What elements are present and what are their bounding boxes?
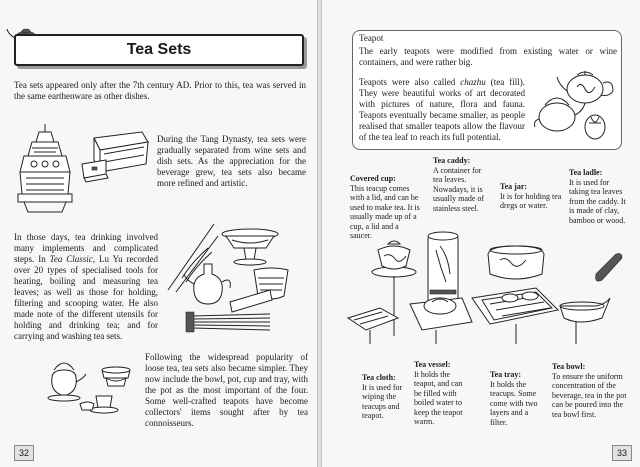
tea-caddy-label — [433, 156, 489, 213]
tea-ladle-title: Tea ladle: — [569, 168, 603, 177]
tang-dynasty-paragraph: During the Tang Dynasty, tea sets were gradually separated from wine sets and dish sets. As the appreciation for the beverage grew, tea sets also became more refined and artistic. — [157, 134, 306, 188]
tang-tea-implements-illustration — [162, 218, 310, 352]
tea-cloth-text: It is used for wiping the teacups and teapot. — [362, 382, 403, 420]
lu-yu-paragraph — [14, 232, 158, 342]
tang-pagoda-container-illustration — [14, 122, 76, 214]
tea-vessel-text: It holds the teapot, and can be filled with boiled water to keep the teapot warm. — [414, 369, 463, 426]
page-number-right: 33 — [612, 445, 632, 461]
tea-jar-title: Tea jar: — [500, 182, 528, 191]
tea-jar-label — [500, 182, 562, 211]
simple-tea-set-illustration — [46, 356, 138, 422]
tea-bowl-title: Tea bowl: — [552, 362, 586, 371]
book-title: Tea Classic — [49, 254, 93, 264]
tea-chest-illustration — [80, 128, 150, 184]
page-number-left: 32 — [14, 445, 34, 461]
tea-cloth-title: Tea cloth: — [362, 373, 396, 382]
intro-paragraph: Tea sets appeared only after the 7th century AD. Prior to this, tea was served in the same earthenware as other dishes. — [14, 80, 306, 101]
tea-caddy-title: Tea caddy: — [433, 156, 471, 165]
title-banner — [14, 34, 304, 66]
lu-yu-text-b: , Lu Yu recorded over 20 types of specialised tools for heating, boiling and measuring tea leaves; as well as those for holding, filtering and scooping water. He also made note of the different utensils for holding and drinking tea; and for carrying and washing tea sets. — [14, 254, 158, 341]
tea-jar-text: It is for holding tea dregs or water. — [500, 191, 562, 210]
teapot-paragraph-1: The early teapots were modified from existing water or wine containers, and were rather big. — [359, 46, 617, 67]
covered-cup-text: This teacup comes with a lid, and can be used to make tea. It is usually made up of a cup, a lid and a saucer. — [350, 183, 420, 240]
tea-cloth-label — [362, 373, 408, 421]
left-page — [0, 0, 317, 467]
loose-tea-paragraph: Following the widespread popularity of loose tea, tea sets also became simpler. They now include the bowl, pot, cup and tray, with the pot as the most important of the four. Some well-crafted teapots have become collectors' items sought after by tea connoisseurs. — [145, 352, 308, 428]
teapot-info-box — [352, 30, 622, 150]
teapot-paragraph-2 — [359, 77, 525, 143]
page-title: Tea Sets — [126, 41, 192, 58]
tea-caddy-text: A container for tea leaves. Nowadays, it is usually made of stainless steel. — [433, 165, 485, 213]
lu-yu-text-a: In those days, tea drinking involved many implements and complicated steps. In — [14, 232, 158, 264]
tea-tray-label — [490, 370, 546, 427]
decorated-teapots-illustration — [529, 61, 617, 145]
teapot-p2-text-b: (tea fill). They were beautiful works of art decorated with pictures of nature, flora and fauna. Teapots eventually became smaller, as people realised that smaller teapots allow the flavour of the tea leaf to reach its full potential. — [359, 77, 525, 142]
tea-bowl-text: To ensure the uniform concentration of the beverage, tea in the pot can be poured into the tea bowl first. — [552, 371, 627, 419]
tea-set-composition-illustration — [340, 226, 630, 346]
tea-ladle-label — [569, 168, 629, 225]
teapot-p2-text-a: Teapots were also called — [359, 77, 461, 87]
covered-cup-title: Covered cup: — [350, 174, 396, 183]
tea-vessel-label — [414, 360, 466, 427]
chazhu-term: chazhu — [460, 77, 486, 87]
tea-tray-text: It holds the teacups. Some come with two layers and a filter. — [490, 379, 538, 427]
tea-tray-title: Tea tray: — [490, 370, 522, 379]
tea-bowl-label — [552, 362, 630, 419]
teapot-heading: Teapot — [359, 33, 384, 43]
tea-vessel-title: Tea vessel: — [414, 360, 451, 369]
tea-ladle-text: It is used for taking tea leaves from the caddy. It is made of clay, bamboo or wood. — [569, 177, 626, 225]
